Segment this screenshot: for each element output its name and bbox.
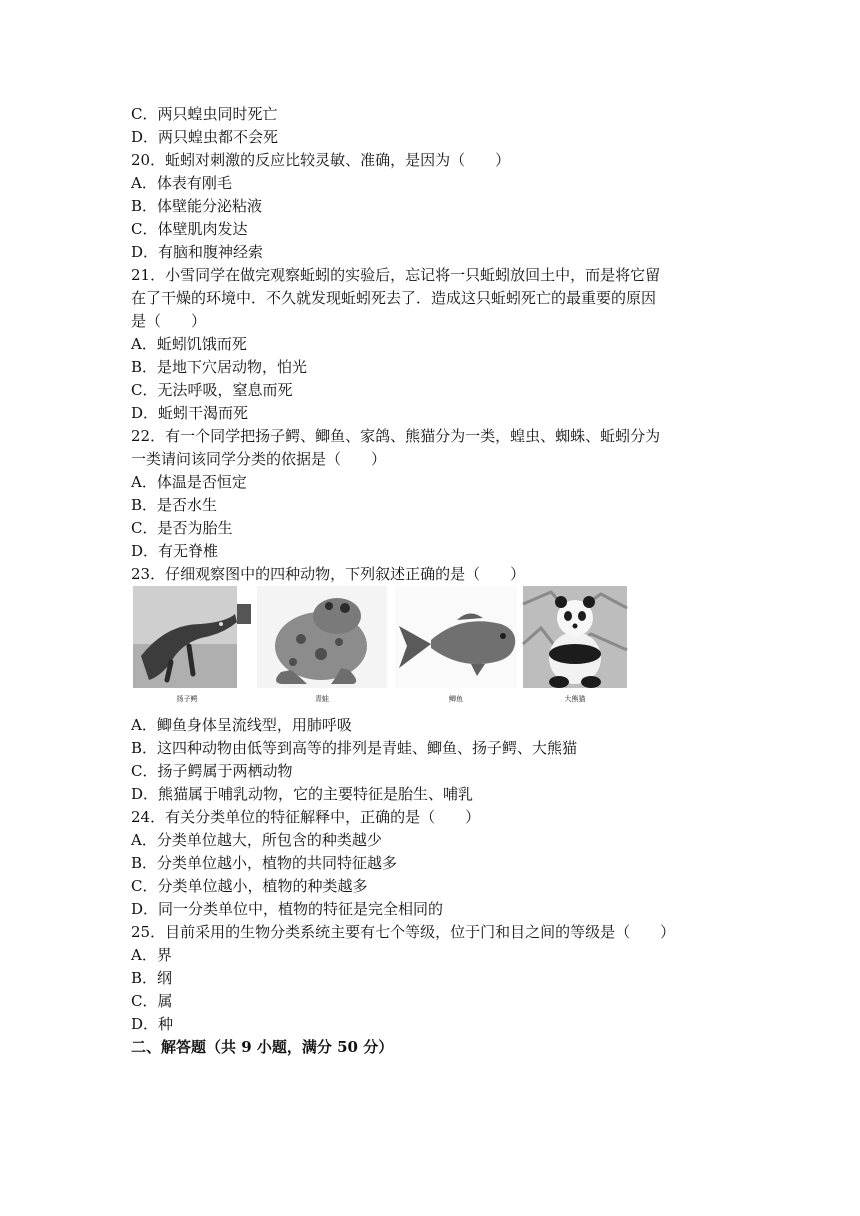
q21-option-c: C．无法呼吸，窒息而死 xyxy=(131,381,293,399)
q20-option-c: C．体壁肌肉发达 xyxy=(131,220,248,238)
q24-option-d: D．同一分类单位中，植物的特征是完全相同的 xyxy=(131,900,444,918)
caption-frog: 青蛙 xyxy=(315,695,329,703)
q20-stem: 20．蚯蚓对刺激的反应比较灵敏、准确，是因为（ ） xyxy=(131,151,511,169)
q24-option-c: C．分类单位越小，植物的种类越多 xyxy=(131,877,368,895)
q22-stem-line-1: 22．有一个同学把扬子鳄、鲫鱼、家鸽、熊猫分为一类，蝗虫、蜘蛛、蚯蚓分为 xyxy=(131,427,661,445)
q22-option-d: D．有无脊椎 xyxy=(131,542,219,560)
caption-alligator: 扬子鳄 xyxy=(176,695,198,703)
q20-option-b: B．体壁能分泌粘液 xyxy=(131,197,263,215)
q24-stem: 24．有关分类单位的特征解释中，正确的是（ ） xyxy=(131,808,481,826)
q25-option-b: B．纲 xyxy=(131,969,173,987)
q25-option-a: A．界 xyxy=(131,946,172,964)
q25-option-d: D．种 xyxy=(131,1015,174,1033)
alligator-photo xyxy=(133,586,251,688)
q21-option-d: D．蚯蚓干渴而死 xyxy=(131,404,249,422)
caption-carp: 鲫鱼 xyxy=(449,695,463,703)
q23-option-b: B．这四种动物由低等到高等的排列是青蛙、鲫鱼、扬子鳄、大熊猫 xyxy=(131,739,578,757)
q22-option-a: A．体温是否恒定 xyxy=(131,473,247,491)
q19-option-c: C．两只蝗虫同时死亡 xyxy=(131,105,278,123)
caption-panda: 大熊猫 xyxy=(564,695,586,703)
q20-option-d: D．有脑和腹神经索 xyxy=(131,243,264,261)
carp-photo xyxy=(395,586,517,688)
q25-option-c: C．属 xyxy=(131,992,173,1010)
q21-stem-line-3: 是（ ） xyxy=(131,312,207,330)
panda-photo xyxy=(523,586,627,688)
animals-figure xyxy=(131,584,631,706)
q21-stem-line-1: 21．小雪同学在做完观察蚯蚓的实验后，忘记将一只蚯蚓放回土中，而是将它留 xyxy=(131,266,661,284)
q22-option-b: B．是否水生 xyxy=(131,496,218,514)
q21-stem-line-2: 在了干燥的环境中．不久就发现蚯蚓死去了．造成这只蚯蚓死亡的最重要的原因 xyxy=(131,289,657,307)
frog-photo xyxy=(257,586,387,688)
q19-option-d: D．两只蝗虫都不会死 xyxy=(131,128,279,146)
q23-option-c: C．扬子鳄属于两栖动物 xyxy=(131,762,293,780)
q24-option-b: B．分类单位越小，植物的共同特征越多 xyxy=(131,854,398,872)
q23-option-a: A．鲫鱼身体呈流线型，用肺呼吸 xyxy=(131,716,352,734)
q22-option-c: C．是否为胎生 xyxy=(131,519,233,537)
q22-stem-line-2: 一类请问该同学分类的依据是（ ） xyxy=(131,450,387,468)
q23-option-d: D．熊猫属于哺乳动物，它的主要特征是胎生、哺乳 xyxy=(131,785,474,803)
q23-stem: 23．仔细观察图中的四种动物，下列叙述正确的是（ ） xyxy=(131,565,526,583)
q25-stem: 25．目前采用的生物分类系统主要有七个等级，位于门和目之间的等级是（ ） xyxy=(131,923,676,941)
q21-option-a: A．蚯蚓饥饿而死 xyxy=(131,335,247,353)
q20-option-a: A．体表有刚毛 xyxy=(131,174,232,192)
q21-option-b: B．是地下穴居动物，怕光 xyxy=(131,358,308,376)
q24-option-a: A．分类单位越大，所包含的种类越少 xyxy=(131,831,382,849)
section-heading: 二、解答题（共 9 小题，满分 50 分） xyxy=(131,1038,394,1056)
